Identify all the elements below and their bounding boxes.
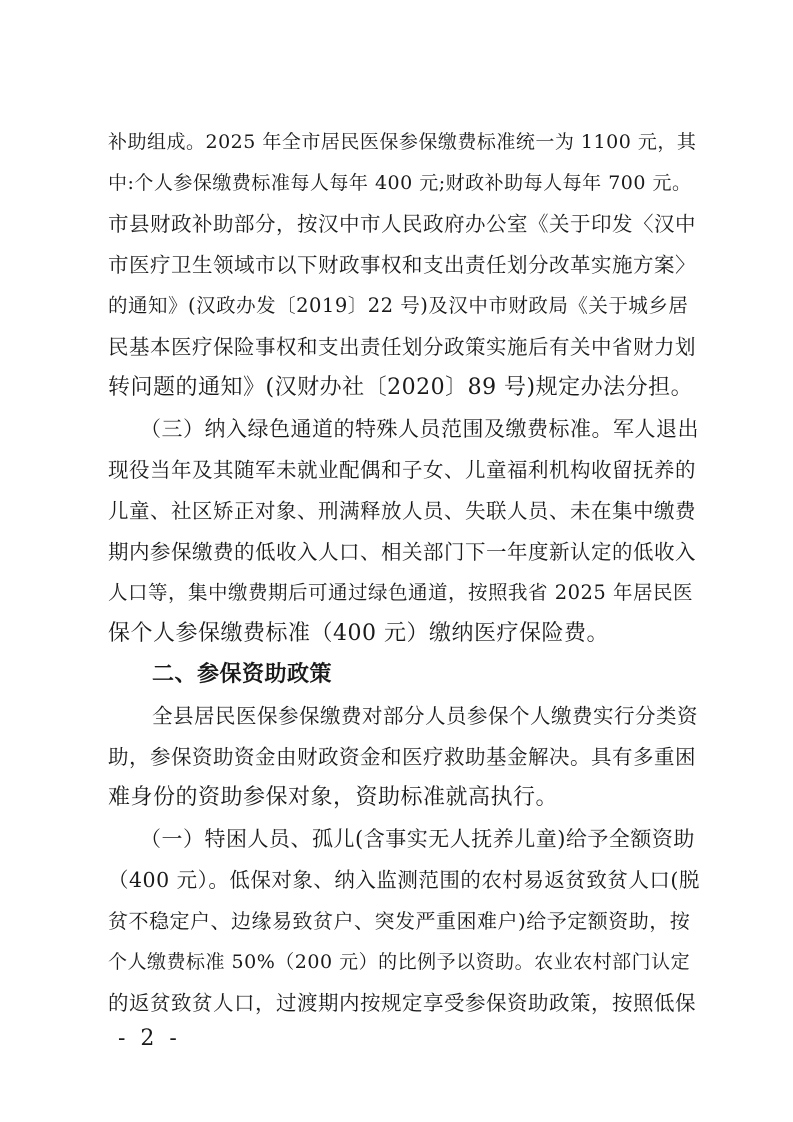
text-line: 现役当年及其随军未就业配偶和子女、儿童福利机构收留抚养的 xyxy=(108,458,696,482)
text-line: 期内参保缴费的低收入人口、相关部门下一年度新认定的低收入 xyxy=(108,540,696,564)
text-line: 民基本医疗保险事权和支出责任划分政策实施后有关中省财力划 xyxy=(108,335,696,359)
text-line: （400 元）。低保对象、纳入监测范围的农村易返贫致贫人口(脱 xyxy=(108,868,700,892)
text-line: 市县财政补助部分，按汉中市人民政府办公室《关于印发〈汉中 xyxy=(108,212,696,236)
text-line: 助，参保资助资金由财政资金和医疗救助基金解决。具有多重困 xyxy=(108,745,696,769)
text-line: 儿童、社区矫正对象、刑满释放人员、失联人员、未在集中缴费 xyxy=(108,499,696,523)
section-heading: 二、参保资助政策 xyxy=(152,662,333,687)
text-line: 个人缴费标准 50%（200 元）的比例予以资助。农业农村部门认定 xyxy=(108,951,691,973)
text-line: 人口等，集中缴费期后可通过绿色通道，按照我省 2025 年居民医 xyxy=(108,581,694,604)
text-line: 市医疗卫生领域市以下财政事权和支出责任划分改革实施方案〉 xyxy=(108,253,696,277)
text-line: 中:个人参保缴费标准每人每年 400 元;财政补助每人每年 700 元。 xyxy=(108,172,692,194)
section-heading-3: （三）纳入绿色通道的特殊人员范围及缴费标准。军人退出 xyxy=(140,417,699,441)
text-line: 保个人参保缴费标准（400 元）缴纳医疗保险费。 xyxy=(108,621,609,646)
text-line: 的通知》(汉政办发〔2019〕22 号)及汉中市财政局《关于城乡居 xyxy=(108,294,689,317)
text-line: 补助组成。2025 年全市居民医保参保缴费标准统一为 1100 元，其 xyxy=(108,131,697,153)
page-number: - 2 - xyxy=(118,1026,181,1051)
text-line: （一）特困人员、孤儿(含事实无人抚养儿童)给予全额资助 xyxy=(140,827,695,851)
text-line: 的返贫致贫人口，过渡期内按规定享受参保资助政策，按照低保 xyxy=(108,991,696,1015)
text-line: 全县居民医保参保缴费对部分人员参保个人缴费实行分类资 xyxy=(152,704,698,728)
text-line: 难身份的资助参保对象，资助标准就高执行。 xyxy=(108,785,559,810)
text-line: 转问题的通知》(汉财办社〔2020〕89 号)规定办法分担。 xyxy=(108,375,694,400)
text-line: 贫不稳定户、边缘易致贫户、突发严重困难户)给予定额资助，按 xyxy=(108,909,691,933)
